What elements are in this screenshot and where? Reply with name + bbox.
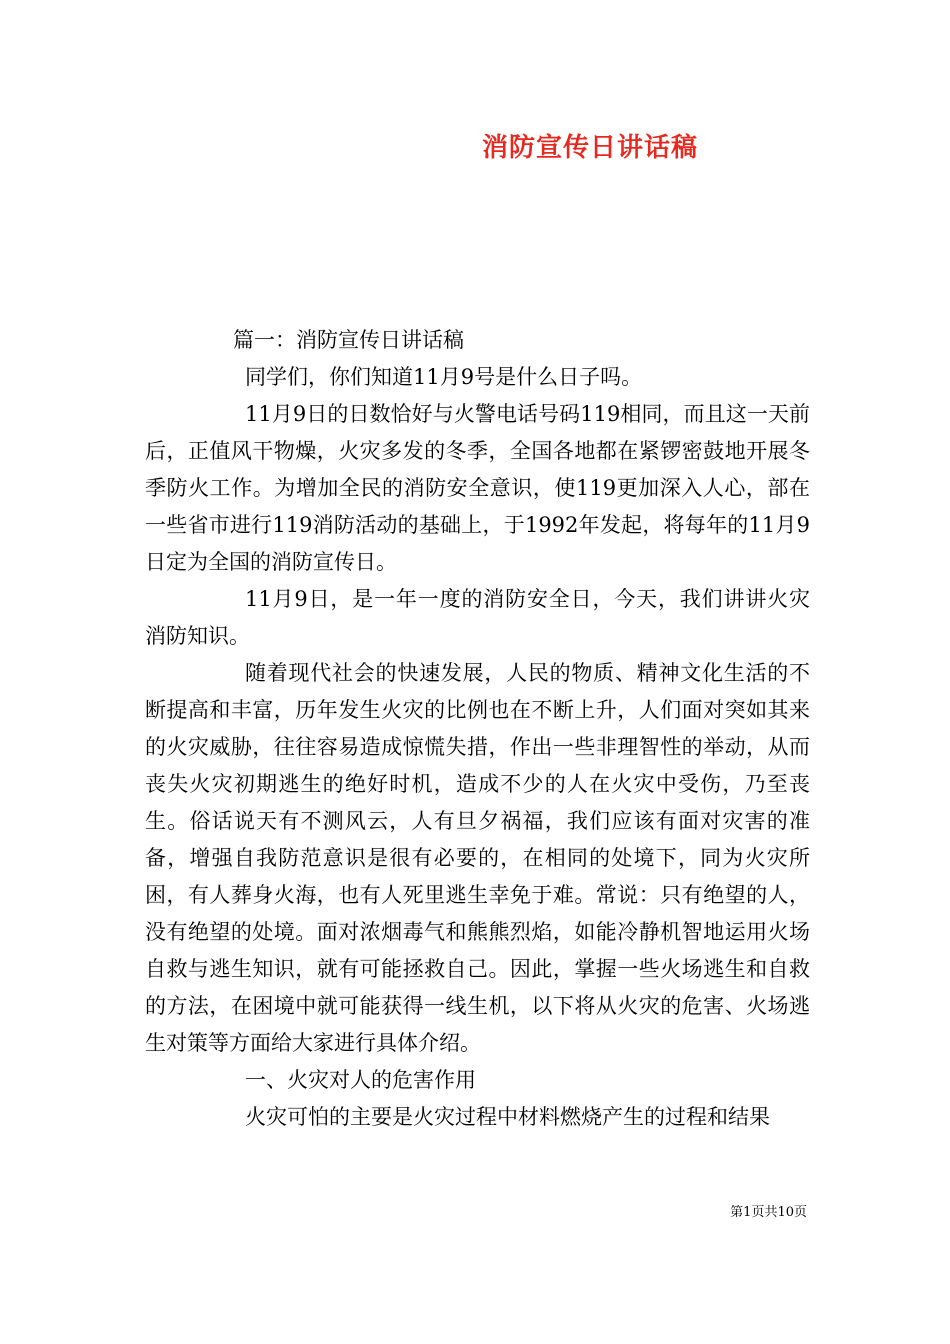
- page-indicator: 第1页共10页: [730, 1205, 807, 1220]
- subsection-heading: 一、火灾对人的危害作用: [245, 1068, 476, 1092]
- document-title: 消防宣传日讲话稿: [481, 133, 698, 163]
- paragraph: 11月9日的日数恰好与火警电话号码119相同，而且这一天前后，正值风干物燥，火灾多发的冬季，全国各地都在紧锣密鼓地开展冬季防火工作。为增加全民的消防安全意识，使119更加深入人心，部在一些省市进行119消防活动的基础上，于1992年发起，将每年的11月9日定为全国的消防宣传日。: [145, 402, 810, 574]
- section-heading: 篇一：消防宣传日讲话稿: [233, 328, 464, 352]
- document-body: [145, 322, 810, 1136]
- paragraph: 随着现代社会的快速发展，人民的物质、精神文化生活的不断提高和丰富，历年发生火灾的比例也在不断上升，人们面对突如其来的火灾威胁，往往容易造成惊慌失措，作出一些非理智性的举动，从而丧失火灾初期逃生的绝好时机，造成不少的人在火灾中受伤，乃至丧生。俗话说天有不测风云，人有旦夕祸福，我们应该有面对灾害的准备，增强自我防范意识是很有必要的，在相同的处境下，同为火灾所困，有人葬身火海，也有人死里逃生幸免于难。常说：只有绝望的人，没有绝望的处境。面对浓烟毒气和熊熊烈焰，如能冷静机智地运用火场自救与逃生知识，就有可能拯救自己。因此，掌握一些火场逃生和自救的方法，在困境中就可能获得一线生机，以下将从火灾的危害、火场逃生对策等方面给大家进行具体介绍。: [145, 661, 810, 1055]
- paragraph: 11月9日，是一年一度的消防安全日，今天，我们讲讲火灾消防知识。: [145, 587, 810, 648]
- paragraph: 同学们，你们知道11月9号是什么日子吗。: [245, 365, 643, 389]
- paragraph: 火灾可怕的主要是火灾过程中材料燃烧产生的过程和结果: [245, 1105, 770, 1129]
